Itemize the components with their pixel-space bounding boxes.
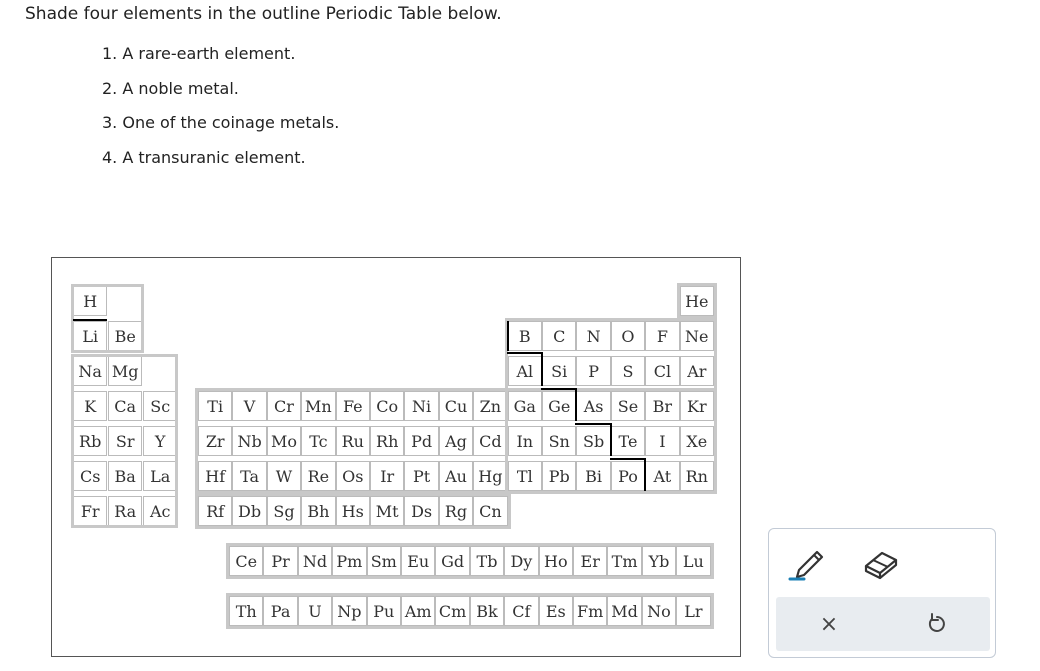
element-Lu[interactable]: Lu xyxy=(676,546,710,576)
element-Sg[interactable]: Sg xyxy=(267,496,301,526)
element-Rg[interactable]: Rg xyxy=(439,496,473,526)
element-Ir[interactable]: Ir xyxy=(370,461,404,491)
element-B[interactable]: B xyxy=(508,321,542,351)
element-Ru[interactable]: Ru xyxy=(336,426,370,456)
element-Hg[interactable]: Hg xyxy=(473,461,507,491)
element-Rh[interactable]: Rh xyxy=(370,426,404,456)
element-Co[interactable]: Co xyxy=(370,391,404,421)
element-Pm[interactable]: Pm xyxy=(332,546,366,576)
element-Be[interactable]: Be xyxy=(108,321,142,351)
pen-icon xyxy=(787,542,831,582)
element-Po[interactable]: Po xyxy=(611,461,645,491)
element-Ag[interactable]: Ag xyxy=(439,426,473,456)
element-Mg[interactable]: Mg xyxy=(108,356,142,386)
element-Sc[interactable]: Sc xyxy=(143,391,177,421)
element-Md[interactable]: Md xyxy=(607,596,641,626)
element-Ti[interactable]: Ti xyxy=(198,391,232,421)
action-bar xyxy=(776,597,990,651)
instruction-text: Shade four elements in the outline Periodic Table below. xyxy=(25,4,502,24)
element-Zn[interactable]: Zn xyxy=(473,391,507,421)
element-S[interactable]: S xyxy=(611,356,645,386)
element-Rn[interactable]: Rn xyxy=(680,461,714,491)
element-Tc[interactable]: Tc xyxy=(301,426,335,456)
element-Mn[interactable]: Mn xyxy=(301,391,335,421)
element-O[interactable]: O xyxy=(611,321,645,351)
element-Cd[interactable]: Cd xyxy=(473,426,507,456)
element-F[interactable]: F xyxy=(645,321,679,351)
element-Cn[interactable]: Cn xyxy=(473,496,507,526)
element-P[interactable]: P xyxy=(576,356,610,386)
element-Lr[interactable]: Lr xyxy=(676,596,710,626)
element-Nd[interactable]: Nd xyxy=(298,546,332,576)
task-item: 4. A transuranic element. xyxy=(102,147,306,167)
element-C[interactable]: C xyxy=(542,321,576,351)
element-Eu[interactable]: Eu xyxy=(401,546,435,576)
element-At[interactable]: At xyxy=(645,461,679,491)
element-As[interactable]: As xyxy=(576,391,610,421)
element-Gd[interactable]: Gd xyxy=(435,546,469,576)
element-In[interactable]: In xyxy=(508,426,542,456)
element-Pa[interactable]: Pa xyxy=(263,596,297,626)
element-Na[interactable]: Na xyxy=(73,356,107,386)
task-item: 3. One of the coinage metals. xyxy=(102,113,340,132)
element-Pd[interactable]: Pd xyxy=(404,426,438,456)
element-Pr[interactable]: Pr xyxy=(263,546,297,576)
element-Pu[interactable]: Pu xyxy=(367,596,401,626)
element-Cl[interactable]: Cl xyxy=(645,356,679,386)
element-Xe[interactable]: Xe xyxy=(680,426,714,456)
element-K[interactable]: K xyxy=(73,391,107,421)
drawing-tool-panel xyxy=(768,528,996,658)
element-Au[interactable]: Au xyxy=(439,461,473,491)
element-Ni[interactable]: Ni xyxy=(404,391,438,421)
element-Os[interactable]: Os xyxy=(336,461,370,491)
element-Ra[interactable]: Ra xyxy=(108,496,142,526)
element-Zr[interactable]: Zr xyxy=(198,426,232,456)
element-Te[interactable]: Te xyxy=(611,426,645,456)
element-Sn[interactable]: Sn xyxy=(542,426,576,456)
element-Dy[interactable]: Dy xyxy=(504,546,538,576)
element-Bh[interactable]: Bh xyxy=(301,496,335,526)
task-list xyxy=(102,42,339,180)
element-Sm[interactable]: Sm xyxy=(367,546,401,576)
element-Bk[interactable]: Bk xyxy=(470,596,504,626)
element-Fe[interactable]: Fe xyxy=(336,391,370,421)
element-Se[interactable]: Se xyxy=(611,391,645,421)
eraser-icon xyxy=(858,542,902,582)
reset-button[interactable] xyxy=(914,601,960,647)
element-W[interactable]: W xyxy=(267,461,301,491)
element-Th[interactable]: Th xyxy=(229,596,263,626)
element-Hf[interactable]: Hf xyxy=(198,461,232,491)
element-Kr[interactable]: Kr xyxy=(680,391,714,421)
element-Es[interactable]: Es xyxy=(539,596,573,626)
element-Pt[interactable]: Pt xyxy=(404,461,438,491)
element-Db[interactable]: Db xyxy=(232,496,266,526)
element-Ga[interactable]: Ga xyxy=(508,391,542,421)
element-Fr[interactable]: Fr xyxy=(73,496,107,526)
element-Ac[interactable]: Ac xyxy=(143,496,177,526)
element-N[interactable]: N xyxy=(576,321,610,351)
element-Cm[interactable]: Cm xyxy=(435,596,469,626)
element-Cs[interactable]: Cs xyxy=(73,461,107,491)
element-Br[interactable]: Br xyxy=(645,391,679,421)
element-No[interactable]: No xyxy=(642,596,676,626)
clear-button[interactable] xyxy=(806,601,852,647)
element-Cf[interactable]: Cf xyxy=(504,596,538,626)
element-Np[interactable]: Np xyxy=(332,596,366,626)
element-Al[interactable]: Al xyxy=(508,356,542,386)
element-La[interactable]: La xyxy=(143,461,177,491)
element-Mo[interactable]: Mo xyxy=(267,426,301,456)
close-icon: × xyxy=(819,611,839,637)
element-H[interactable]: H xyxy=(73,286,107,316)
element-Ne[interactable]: Ne xyxy=(680,321,714,351)
element-Si[interactable]: Si xyxy=(542,356,576,386)
element-Bi[interactable]: Bi xyxy=(576,461,610,491)
element-V[interactable]: V xyxy=(232,391,266,421)
element-Ho[interactable]: Ho xyxy=(539,546,573,576)
element-Ba[interactable]: Ba xyxy=(108,461,142,491)
element-Hs[interactable]: Hs xyxy=(336,496,370,526)
task-item: 1. A rare-earth element. xyxy=(102,44,296,63)
element-Pb[interactable]: Pb xyxy=(542,461,576,491)
element-Mt[interactable]: Mt xyxy=(370,496,404,526)
undo-icon xyxy=(926,613,948,635)
element-Ar[interactable]: Ar xyxy=(680,356,714,386)
element-Ce[interactable]: Ce xyxy=(229,546,263,576)
task-item: 2. A noble metal. xyxy=(102,78,239,98)
element-Tb[interactable]: Tb xyxy=(470,546,504,576)
element-Nb[interactable]: Nb xyxy=(232,426,266,456)
element-Rb[interactable]: Rb xyxy=(73,426,107,456)
element-Cu[interactable]: Cu xyxy=(439,391,473,421)
element-Tm[interactable]: Tm xyxy=(607,546,641,576)
element-I[interactable]: I xyxy=(645,426,679,456)
element-Fm[interactable]: Fm xyxy=(573,596,607,626)
element-U[interactable]: U xyxy=(298,596,332,626)
element-Tl[interactable]: Tl xyxy=(508,461,542,491)
element-Re[interactable]: Re xyxy=(301,461,335,491)
element-He[interactable]: He xyxy=(680,286,714,316)
element-Rf[interactable]: Rf xyxy=(198,496,232,526)
element-Ds[interactable]: Ds xyxy=(404,496,438,526)
element-Ge[interactable]: Ge xyxy=(542,391,576,421)
element-Er[interactable]: Er xyxy=(573,546,607,576)
pen-tool-button[interactable] xyxy=(786,539,832,585)
element-Yb[interactable]: Yb xyxy=(642,546,676,576)
element-Am[interactable]: Am xyxy=(401,596,435,626)
element-Y[interactable]: Y xyxy=(143,426,177,456)
element-Ta[interactable]: Ta xyxy=(232,461,266,491)
element-Li[interactable]: Li xyxy=(73,321,107,351)
element-Ca[interactable]: Ca xyxy=(108,391,142,421)
element-Sb[interactable]: Sb xyxy=(576,426,610,456)
eraser-tool-button[interactable] xyxy=(857,539,903,585)
element-Sr[interactable]: Sr xyxy=(108,426,142,456)
element-Cr[interactable]: Cr xyxy=(267,391,301,421)
